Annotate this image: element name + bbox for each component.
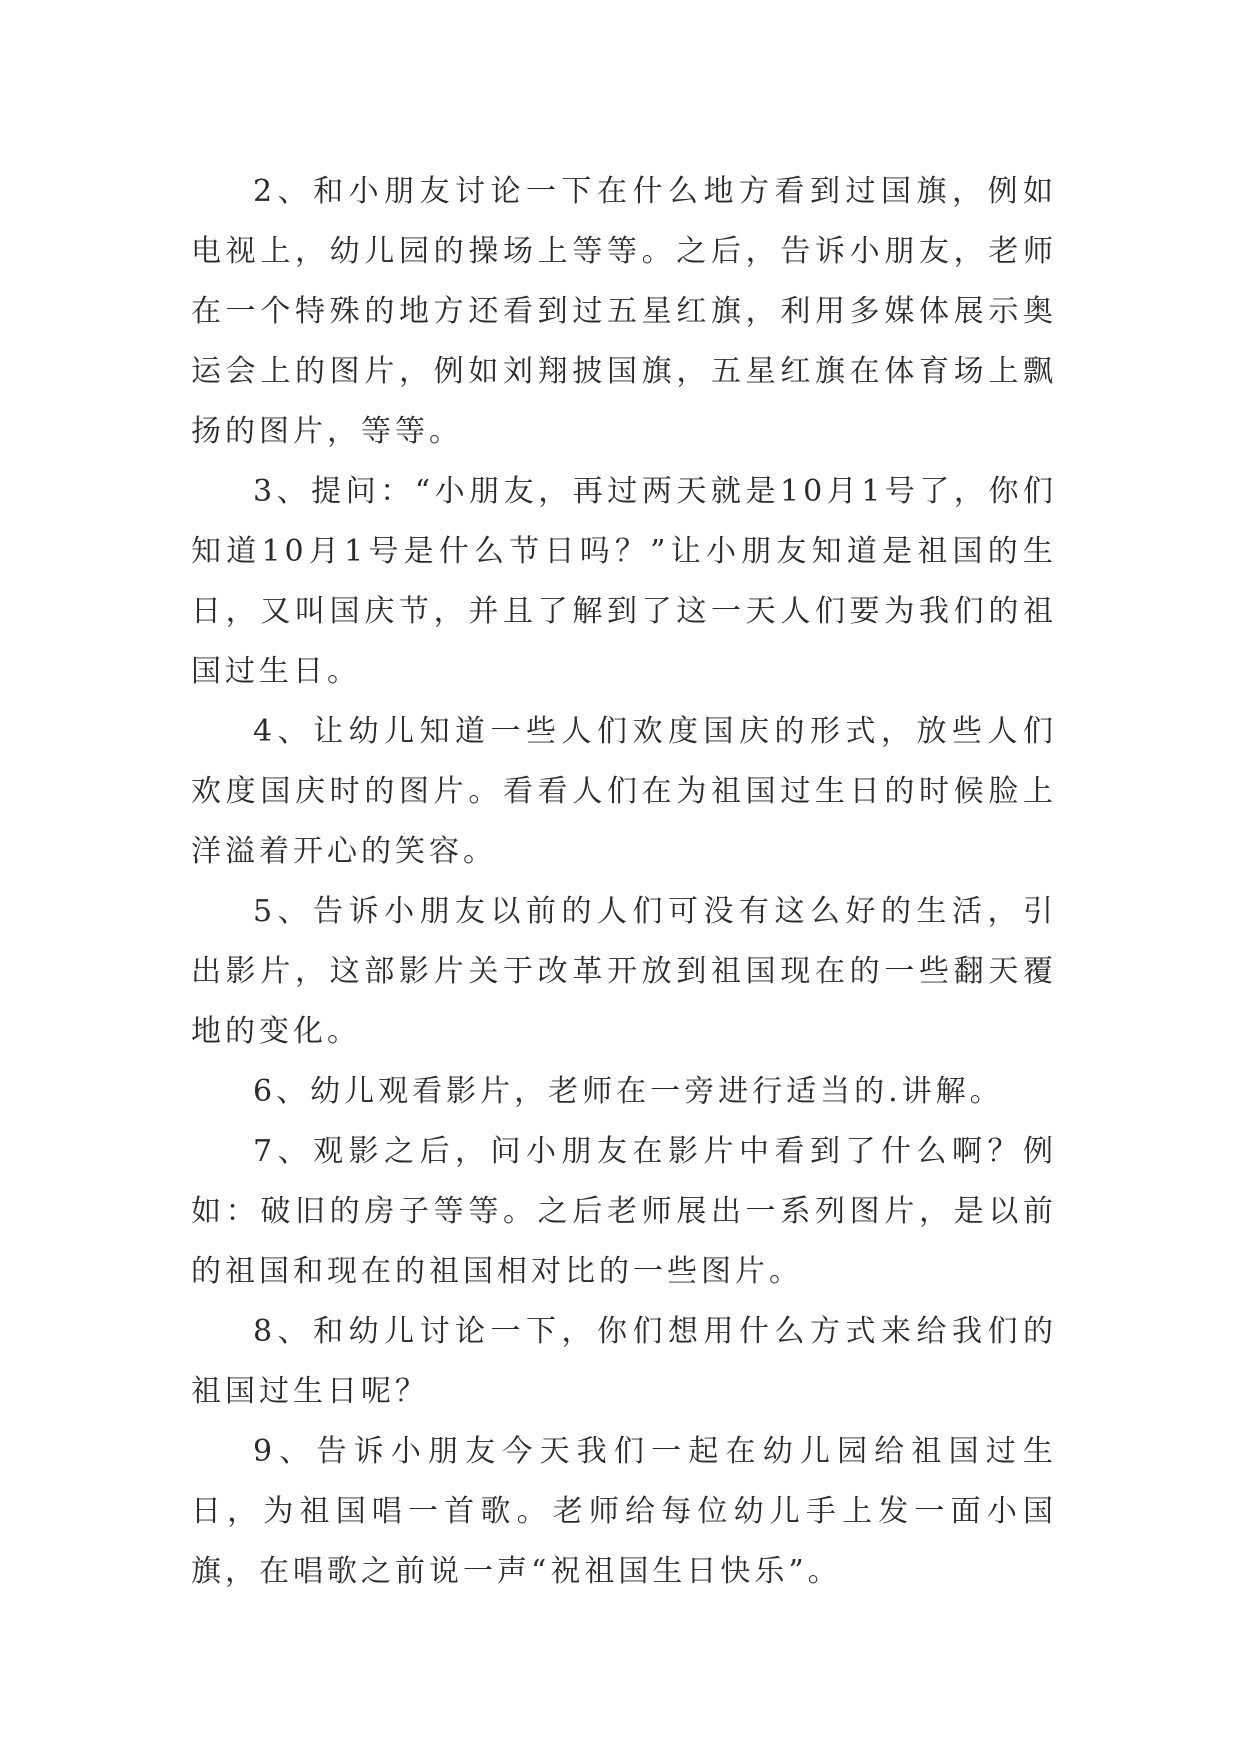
paragraph-step-3: 3、提问：“小朋友，再过两天就是10月1号了，你们知道10月1号是什么节日吗？”让小朋友知道是祖国的生日，又叫国庆节，并且了解到了这一天人们要为我们的祖国过生日。 xyxy=(191,474,1057,689)
paragraph-step-8: 8、和幼儿讨论一下，你们想用什么方式来给我们的祖国过生日呢？ xyxy=(191,1314,1057,1409)
paragraph-step-4: 4、让幼儿知道一些人们欢度国庆的形式，放些人们欢度国庆时的图片。看看人们在为祖国过生日的时候脸上洋溢着开心的笑容。 xyxy=(191,714,1057,869)
paragraph-step-6: 6、幼儿观看影片，老师在一旁进行适当的.讲解。 xyxy=(253,1074,1004,1109)
paragraph-step-5: 5、告诉小朋友以前的人们可没有这么好的生活，引出影片，这部影片关于改革开放到祖国现在的一些翻天覆地的变化。 xyxy=(191,894,1057,1049)
paragraph-step-7: 7、观影之后，问小朋友在影片中看到了什么啊？例如：破旧的房子等等。之后老师展出一系列图片，是以前的祖国和现在的祖国相对比的一些图片。 xyxy=(191,1134,1057,1289)
paragraph-step-9: 9、告诉小朋友今天我们一起在幼儿园给祖国过生日，为祖国唱一首歌。老师给每位幼儿手上发一面小国旗，在唱歌之前说一声“祝祖国生日快乐”。 xyxy=(191,1434,1057,1589)
document-body xyxy=(191,162,1057,1602)
paragraph-step-2: 2、和小朋友讨论一下在什么地方看到过国旗，例如电视上，幼儿园的操场上等等。之后，告诉小朋友，老师在一个特殊的地方还看到过五星红旗，利用多媒体展示奥运会上的图片，例如刘翔披国旗，五星红旗在体育场上飘扬的图片，等等。 xyxy=(191,174,1057,449)
